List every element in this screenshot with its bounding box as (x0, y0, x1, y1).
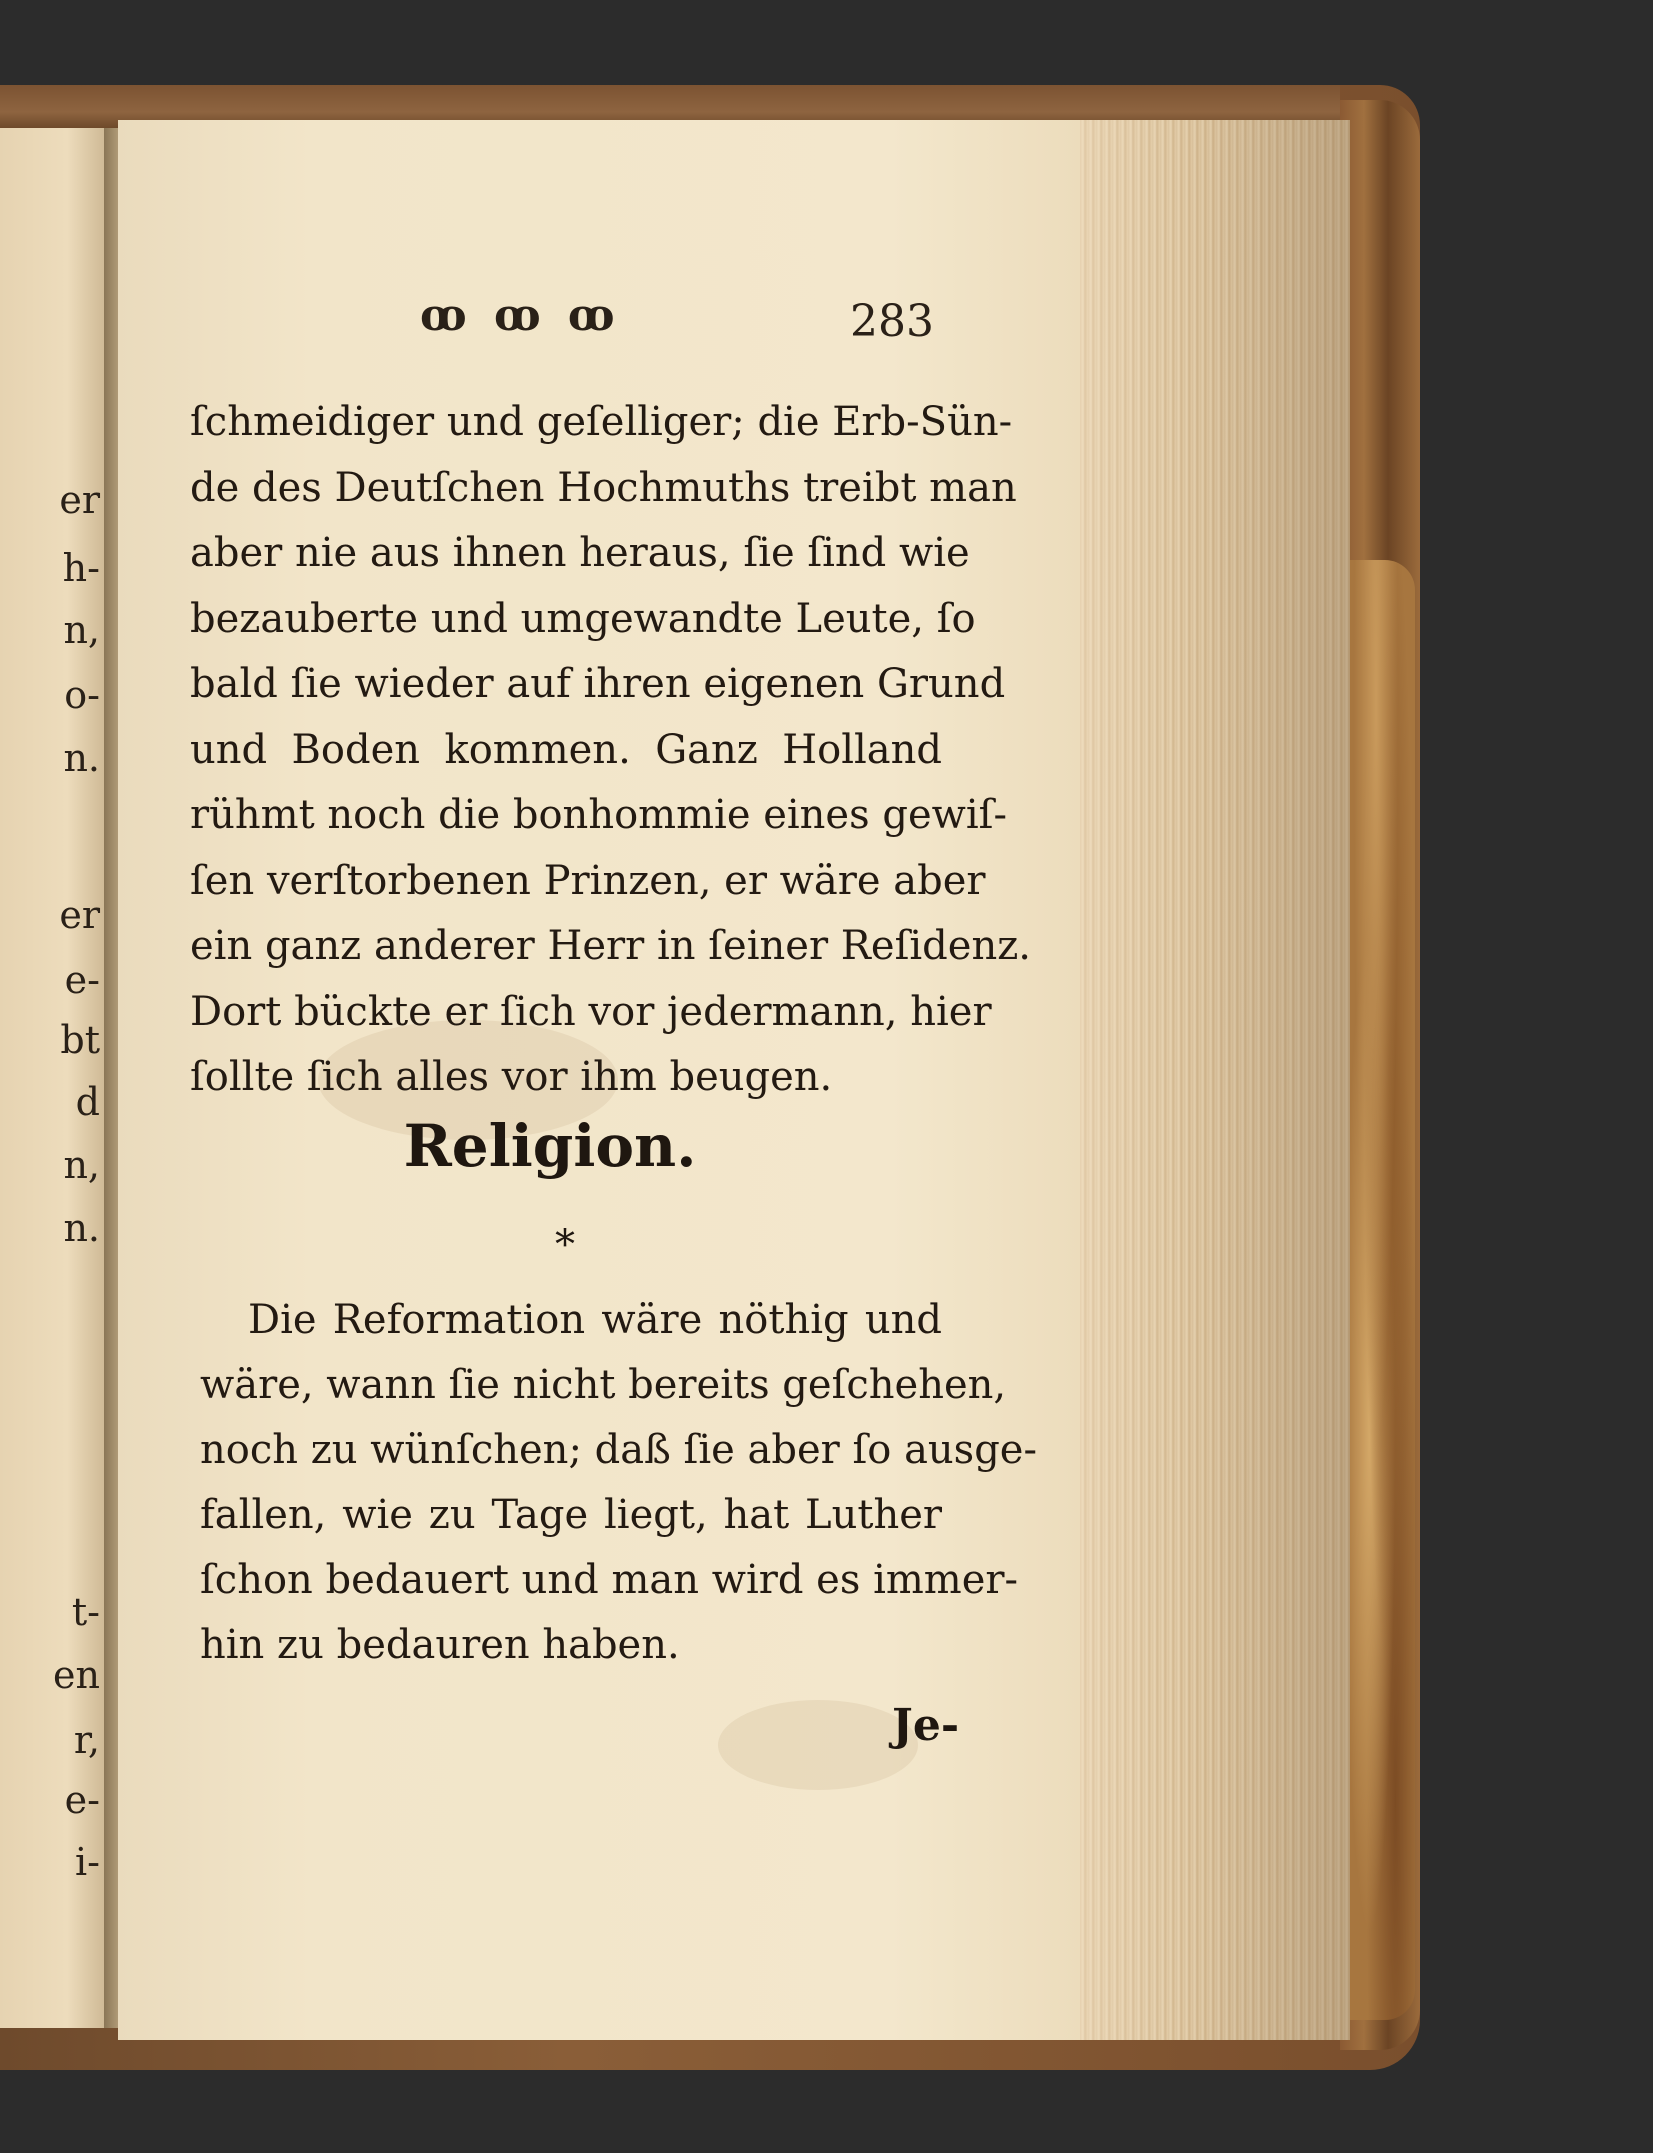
left-fragment: d (75, 1080, 100, 1124)
left-fragment: n. (63, 1206, 100, 1250)
left-fragment: n, (63, 608, 100, 652)
text-line: hin zu bedauren haben. (200, 1622, 680, 1668)
page-block-shading (1080, 120, 1350, 2040)
text-line: bezauberte und umgewandte Leute, ſo (190, 595, 976, 642)
paragraph-2 (200, 1288, 1037, 1678)
text-line: ſollte ſich alles vor ihm beugen. (190, 1054, 833, 1100)
left-fragment: en (53, 1653, 100, 1697)
foxing-stain (718, 1700, 918, 1790)
section-heading: Religion. (403, 1112, 697, 1180)
left-fragment: e- (64, 1778, 100, 1822)
left-page (0, 128, 112, 2028)
text-line: ſen verſtorbenen Prinzen, er wäre aber (190, 857, 986, 904)
left-fragment: i- (75, 1840, 100, 1884)
running-head-ornament: ꝏ ꝏ ꝏ (420, 290, 621, 341)
page-number: 283 (850, 296, 934, 347)
text-line: fallen, wie zu Tage liegt, hat Luther (200, 1492, 942, 1538)
paragraph-1 (190, 390, 1031, 1111)
left-fragment: t- (71, 1590, 100, 1634)
left-fragment: r, (73, 1718, 100, 1762)
text-line: und Boden kommen. Ganz Holland (190, 726, 942, 773)
text-line: Die Reformation wäre nöthig und (248, 1297, 942, 1343)
left-fragment: er (59, 893, 100, 937)
left-fragment: n, (63, 1143, 100, 1187)
text-line: ſchmeidiger und geſelliger; die Erb-Sün- (190, 399, 1013, 445)
marbled-board (1350, 560, 1415, 2020)
left-fragment: e- (64, 958, 100, 1002)
text-line: bald ſie wieder auf ihren eigenen Grund (190, 661, 1006, 707)
asterisk-divider: * (555, 1222, 575, 1268)
text-line: ein ganz anderer Herr in ſeiner Reſidenz. (190, 923, 1031, 969)
catchword: Je- (892, 1700, 960, 1751)
text-line: ſchon bedauert und man wird es immer- (200, 1557, 1019, 1603)
left-fragment: bt (60, 1018, 100, 1062)
left-fragment: er (59, 478, 100, 522)
left-fragment: n. (63, 736, 100, 780)
text-line: wäre, wann ſie nicht bereits geſchehen, (200, 1362, 1007, 1408)
text-line: noch zu wünſchen; daß ſie aber ſo ausge- (200, 1427, 1037, 1473)
text-line: Dort bückte er ſich vor jedermann, hier (190, 988, 992, 1035)
text-line: rühmt noch die bonhommie eines gewiſ- (190, 792, 1007, 838)
left-fragment: h- (62, 546, 100, 590)
left-fragment: o- (64, 673, 100, 717)
text-line: de des Deutſchen Hochmuths treibt man (190, 464, 1017, 511)
text-line: aber nie aus ihnen heraus, ſie ſind wie (190, 530, 970, 576)
